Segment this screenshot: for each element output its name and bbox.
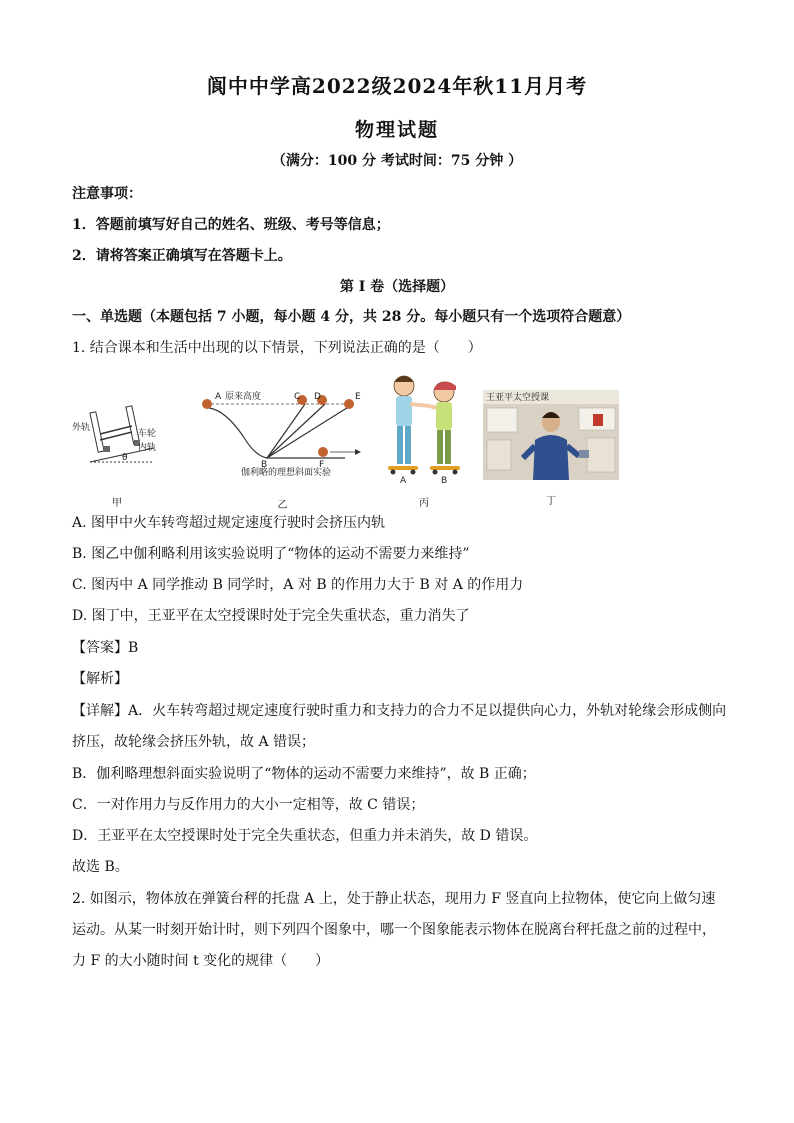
exam-subject: 物理试题 bbox=[354, 119, 439, 141]
volume-heading: 第 I 卷（选择题） bbox=[339, 279, 455, 295]
label-A: A bbox=[215, 392, 222, 402]
caption-bing: 丙 bbox=[419, 498, 429, 509]
q1-option-b: B. 图乙中伽利略利用该实验说明了“物体的运动不需要力来维持” bbox=[72, 546, 470, 562]
note-item-1: 1．答题前填写好自己的姓名、班级、考号等信息； bbox=[72, 217, 390, 233]
notes-heading: 注意事项： bbox=[72, 186, 142, 202]
q2-line-2: 运动。从某一时刻开始计时，则下列四个图象中，哪一个图象能表示物体在脱离台秤托盘之前的过程中， bbox=[72, 922, 716, 938]
caption-jia: 甲 bbox=[112, 498, 122, 509]
q1-analysis-line-1: 【详解】A．火车转弯超过规定速度行驶时重力和支持力的合力不足以提供向心力，外轨对轮缘会形成侧向 bbox=[72, 703, 727, 719]
label-galileo-experiment: 伽利略的理想斜面实验 bbox=[241, 468, 332, 476]
label-student-B: B bbox=[441, 476, 448, 484]
label-wheel: 车轮 bbox=[138, 429, 157, 439]
note-item-2: 2．请将答案正确填写在答题卡上。 bbox=[72, 248, 292, 264]
q1-analysis-heading: 【解析】 bbox=[72, 671, 128, 687]
label-original-height: 原来高度 bbox=[225, 392, 262, 402]
label-theta: θ bbox=[122, 453, 128, 463]
label-outer-rail: 外轨 bbox=[72, 423, 91, 433]
space-classroom-photo bbox=[483, 390, 619, 480]
q1-answer: 【答案】B bbox=[72, 640, 139, 656]
q1-analysis-line-4: C．一对作用力与反作用力的大小一定相等，故 C 错误； bbox=[72, 797, 425, 813]
figure-ding bbox=[483, 390, 619, 506]
exam-title: 阆中中学高2022级2024年秋11月月考 bbox=[206, 74, 588, 98]
q1-stem: 1. 结合课本和生活中出现的以下情景，下列说法正确的是（ ） bbox=[72, 340, 482, 356]
students-illustration bbox=[378, 372, 470, 484]
q2-line-1: 2. 如图示，物体放在弹簧台秤的托盘 A 上，处于静止状态，现用力 F 竖直向上拉物体，使它向上做匀速 bbox=[72, 891, 716, 907]
part1-heading: 一、单选题（本题包括 7 小题，每小题 4 分，共 28 分。每小题只有一个选项符合题意） bbox=[72, 309, 631, 325]
q2-line-3: 力 F 的大小随时间 t 变化的规律（ ） bbox=[72, 953, 330, 969]
q1-analysis-line-6: 故选 B。 bbox=[72, 859, 129, 875]
exam-meta: （满分：100 分 考试时间：75 分钟 ） bbox=[271, 153, 523, 169]
figure-bing bbox=[378, 372, 470, 509]
q1-option-a: A. 图甲中火车转弯超过规定速度行驶时会挤压内轨 bbox=[72, 515, 386, 531]
caption-yi: 乙 bbox=[277, 500, 288, 511]
q1-analysis-line-2: 挤压，故轮缘会挤压外轨，故 A 错误； bbox=[72, 734, 316, 750]
label-D: D bbox=[314, 392, 321, 402]
figure-yi bbox=[195, 384, 370, 511]
q1-option-c: C. 图丙中 A 同学推动 B 同学时，A 对 B 的作用力大于 B 对 A 的作用力 bbox=[72, 577, 524, 593]
label-C: C bbox=[294, 392, 301, 402]
q1-option-d: D. 图丁中，王亚平在太空授课时处于完全失重状态，重力消失了 bbox=[72, 608, 470, 624]
incline-diagram bbox=[195, 384, 370, 476]
label-B: B bbox=[261, 460, 268, 470]
label-E: E bbox=[355, 392, 361, 402]
figure-jia bbox=[72, 396, 162, 509]
caption-ding: 丁 bbox=[546, 496, 556, 507]
q1-analysis-line-5: D．王亚平在太空授课时处于完全失重状态，但重力并未消失，故 D 错误。 bbox=[72, 828, 538, 844]
label-inner-rail: 内轨 bbox=[138, 443, 157, 453]
label-F: F bbox=[319, 460, 325, 470]
rail-diagram bbox=[72, 396, 162, 468]
label-space-class: 王亚平太空授课 bbox=[486, 393, 550, 403]
q1-analysis-line-3: B．伽利略理想斜面实验说明了“物体的运动不需要力来维持”，故 B 正确； bbox=[72, 766, 536, 782]
label-student-A: A bbox=[400, 476, 407, 484]
